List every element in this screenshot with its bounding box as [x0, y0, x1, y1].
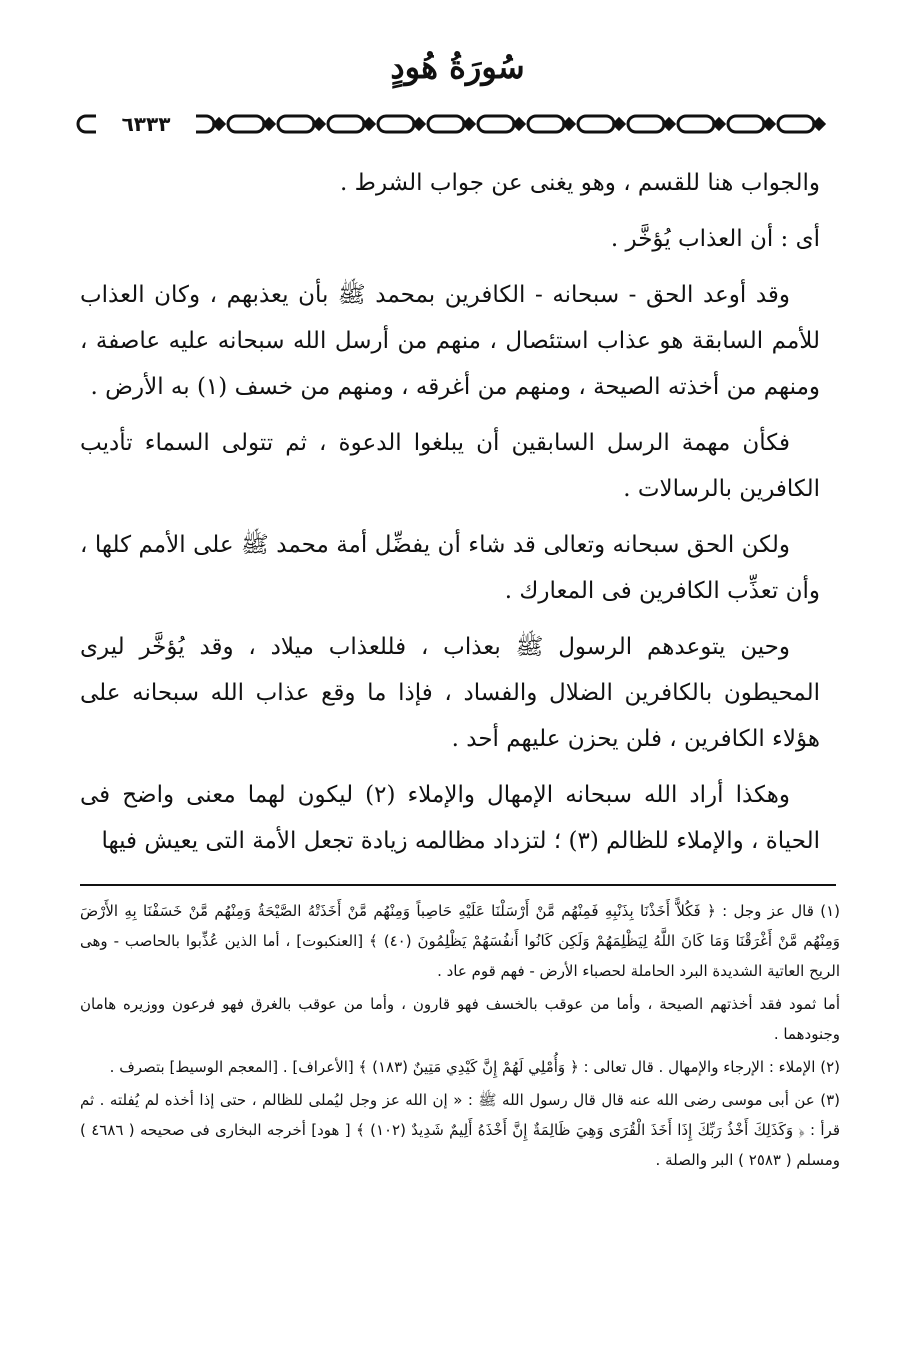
paragraph: وهكذا أراد الله سبحانه الإمهال والإملاء (٢) ليكون لهما معنى واضح فى الحياة ، والإملاء للظالم (٣) ؛ لتزداد مظالمه زيادة تجعل الأمة التى يعيش فيها	[80, 782, 820, 854]
chain-diamond	[564, 119, 574, 129]
chain-link	[228, 116, 264, 132]
chain-diamond	[664, 119, 674, 129]
paragraph: فكأن مهمة الرسل السابقين أن يبلغوا الدعوة ، ثم تتولى السماء تأديب الكافرين بالرسالات .	[80, 430, 820, 502]
paragraph: وحين يتوعدهم الرسول ﷺ بعذاب ، فللعذاب ميلاد ، وقد يُؤخَّر ليرى المحيطون بالكافرين الضلال والفساد ، فإذا ما وقع عذاب الله سبحانه على هؤلاء الكافرين ، فلن يحزن عليهم أحد .	[80, 634, 820, 752]
chain-link	[528, 116, 564, 132]
paragraph: وقد أوعد الحق - سبحانه - الكافرين بمحمد ﷺ بأن يعذبهم ، وكان العذاب للأمم السابقة هو عذاب استئصال ، منهم من أرسل الله سبحانه عليه عاصفة ، ومنهم من أخذته الصيحة ، ومنهم من أغرقه ، ومنهم من خسف (١) به الأرض .	[80, 282, 820, 400]
chain-link	[478, 116, 514, 132]
surah-title: سُورَةُ هُودٍ	[390, 48, 525, 86]
footnote: (١) قال عز وجل : ﴿ فَكُلاًّ أَخَذْنَا بِذَنْبِهِ فَمِنْهُم مَّنْ أَرْسَلْنَا عَلَيْهِ حَاصِباً وَمِنْهُم مَّنْ أَخَذَتْهُ الصَّيْحَةُ وَمِنْهُم مَّنْ خَسَفْنَا بِهِ الأَرْضَ وَمِنْهُم مَّنْ أَغْرَقْنَا وَمَا كَانَ اللَّهُ لِيَظْلِمَهُمْ وَلَكِن كَانُوا أَنفُسَهُمْ يَظْلِمُونَ (٤٠) ﴾ [العنكبوت] ، أما الذين عُذِّبوا بالحاصب - وهى الريح العاتية الشديدة البرد الحاملة لحصباء الأرض - فهم قوم عاد .	[80, 902, 840, 980]
chain-diamond	[714, 119, 724, 129]
chain-diamond	[514, 119, 524, 129]
chain-link	[578, 116, 614, 132]
chain-diamond	[764, 119, 774, 129]
paragraph: أى : أن العذاب يُؤخَّر .	[610, 226, 820, 252]
footnote: أما ثمود فقد أخذتهم الصيحة ، وأما من عوقب بالخسف فهو قارون ، وأما من عوقب بالغرق فهو فرعون ووزيره هامان وجنودهما .	[80, 995, 840, 1043]
chain-link	[328, 116, 364, 132]
chain-link	[628, 116, 664, 132]
chain-link	[278, 116, 314, 132]
chain-link	[428, 116, 464, 132]
footnote: (٣) عن أبى موسى رضى الله عنه قال قال رسول الله ﷺ : « إن الله عز وجل ليُملى للظالم ، حتى إذا أخذه لم يُفلته . ثم قرأ : ﴿ وَكَذَلِكَ أَخْذُ رَبِّكَ إِذَا أَخَذَ الْقُرَى وَهِيَ ظَالِمَةٌ إِنَّ أَخْذَهُ أَلِيمٌ شَدِيدٌ (١٠٢) ﴾ [ هود] أخرجه البخارى فى صحيحه ( ٤٦٨٦ ) ومسلم ( ٢٥٨٣ ) البر والصلة .	[80, 1091, 840, 1169]
chain-diamond	[614, 119, 624, 129]
header-ornament-band	[72, 111, 840, 137]
chain-diamond	[264, 119, 274, 129]
chain-diamond	[314, 119, 324, 129]
chain-diamond	[814, 119, 824, 129]
page-number: ٦٣٣٣	[96, 111, 196, 137]
chain-diamond	[414, 119, 424, 129]
chain-link	[728, 116, 764, 132]
chain-link	[778, 116, 814, 132]
chain-diamond	[364, 119, 374, 129]
main-text	[80, 160, 820, 874]
chain-diamond	[464, 119, 474, 129]
chain-link	[678, 116, 714, 132]
chain-diamond	[214, 119, 224, 129]
paragraph: ولكن الحق سبحانه وتعالى قد شاء أن يفضِّل أمة محمد ﷺ على الأمم كلها ، وأن تعذِّب الكافرين فى المعارك .	[80, 532, 820, 604]
footnote-separator	[80, 884, 836, 886]
paragraph: والجواب هنا للقسم ، وهو يغنى عن جواب الشرط .	[340, 170, 820, 196]
chain-link	[378, 116, 414, 132]
footnote: (٢) الإملاء : الإرجاء والإمهال . قال تعالى : ﴿ وَأُمْلِي لَهُمْ إِنَّ كَيْدِي مَتِينٌ (١٨٣) ﴾ [الأعراف] . [المعجم الوسيط] بتصرف .	[109, 1058, 840, 1076]
footnotes	[80, 896, 840, 1178]
